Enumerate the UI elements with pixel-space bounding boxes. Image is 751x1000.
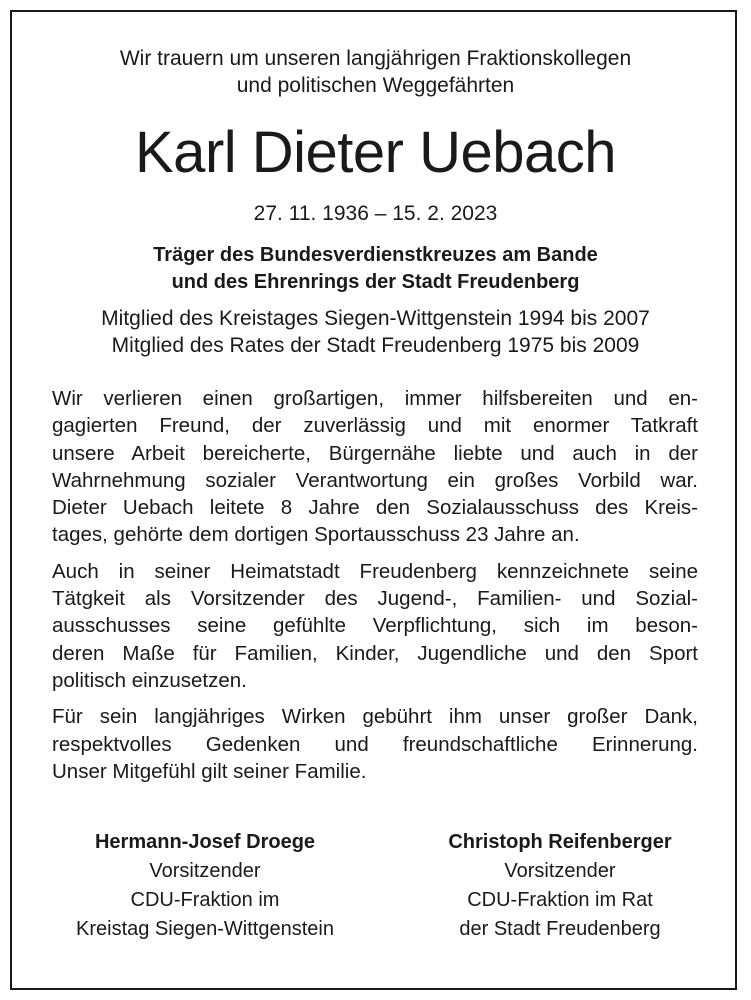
honors — [0, 242, 751, 296]
signatory-org-line-1: CDU-Fraktion im Rat — [467, 889, 653, 911]
deceased-name: Karl Dieter Uebach — [135, 120, 616, 185]
text-line: Wahrnehmung sozialer Verantwortung ein großes Vorbild war. — [52, 468, 698, 492]
signature-droege — [40, 828, 370, 944]
life-dates: 27. 11. 1936 – 15. 2. 2023 — [253, 202, 498, 225]
signatory-org-line-1: CDU-Fraktion im — [130, 889, 280, 911]
text-line: Auch in seiner Heimatstadt Freudenberg kennzeichnete seine — [52, 559, 698, 583]
obituary-body — [52, 385, 698, 794]
text-line: Dieter Uebach leitete 8 Jahre den Sozialausschuss des Kreis- — [52, 496, 698, 520]
signatory-role: Vorsitzender — [504, 860, 616, 882]
text-line: gagierten Freund, der zuverlässig und mit enormer Tatkraft — [52, 414, 698, 438]
honors-line-2: und des Ehrenrings der Stadt Freudenberg — [171, 271, 580, 293]
text-line: Wir verlieren einen großartigen, immer hilfsbereiten und en- — [52, 387, 698, 410]
membership-line-2: Mitglied des Rates der Stadt Freudenberg 1975 bis 2009 — [111, 334, 640, 357]
signatures — [0, 828, 751, 958]
honors-line-1: Träger des Bundesverdienstkreuzes am Bande — [153, 244, 598, 266]
text-line: ausschusses seine gefühlte Verpflichtung, sich im beson- — [52, 614, 698, 638]
text-line: tages, gehörte dem dortigen Sportausschuss 23 Jahre an. — [52, 523, 580, 547]
signatory-org-line-2: Kreistag Siegen-Wittgenstein — [76, 918, 334, 940]
signatory-name: Hermann-Josef Droege — [94, 831, 316, 853]
text-line: Für sein langjähriges Wirken gebührt ihm unser großer Dank, — [52, 705, 698, 729]
text-line: politisch einzusetzen. — [52, 668, 247, 692]
signatory-org-line-2: der Stadt Freudenberg — [459, 918, 661, 940]
intro-line-1: Wir trauern um unseren langjährigen Fraktionskollegen — [119, 47, 632, 70]
paragraph-3 — [52, 703, 698, 785]
memberships — [0, 305, 751, 359]
text-line: deren Maße für Familien, Kinder, Jugendliche und den Sport — [52, 641, 698, 665]
text-line: Tätgkeit als Vorsitzender des Jugend-, Familien- und Sozial- — [52, 587, 698, 611]
intro-text — [0, 45, 751, 99]
intro-line-2: und politischen Weggefährten — [236, 74, 515, 97]
text-line: unsere Arbeit bereicherte, Bürgernähe liebte und auch in der — [52, 441, 698, 465]
text-line: Unser Mitgefühl gilt seiner Familie. — [52, 759, 367, 783]
signature-reifenberger — [395, 828, 725, 944]
membership-line-1: Mitglied des Kreistages Siegen-Wittgenstein 1994 bis 2007 — [101, 307, 650, 330]
signatory-name: Christoph Reifenberger — [448, 831, 672, 853]
paragraph-2 — [52, 558, 698, 694]
text-line: respektvolles Gedenken und freundschaftliche Erinnerung. — [52, 732, 698, 756]
paragraph-1 — [52, 385, 698, 549]
signatory-role: Vorsitzender — [149, 860, 261, 882]
